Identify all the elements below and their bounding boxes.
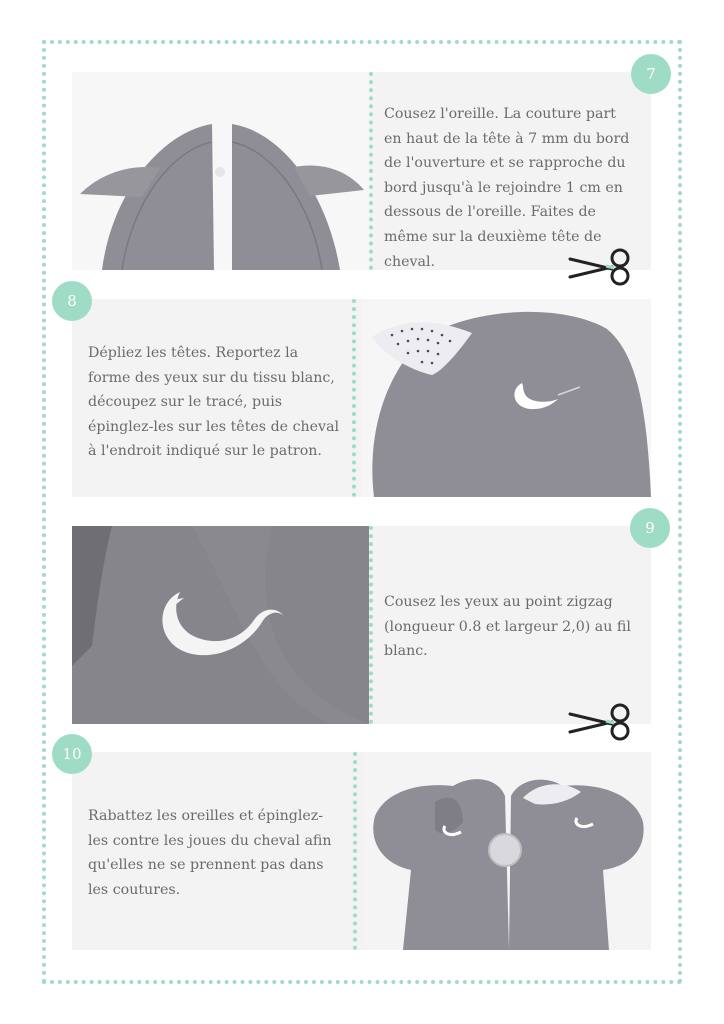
step-8-badge: 8 <box>52 281 92 321</box>
step-10-photo <box>363 752 651 950</box>
step-7-panel <box>72 72 651 270</box>
step-9-divider <box>369 526 373 724</box>
step-9-photo <box>72 526 369 724</box>
step-10-badge: 10 <box>52 734 92 774</box>
step-7-text: Cousez l'oreille. La couture part en haut de la tête à 7 mm du bord de l'ouverture et se rapproche du bord jusqu'à le rejoindre 1 cm en dessous de l'oreille. Faites de même sur la deuxième tête de cheval. <box>384 106 630 270</box>
step-8-photo <box>362 299 651 497</box>
step-9-panel <box>72 526 651 724</box>
step-10-text: Rabattez les oreilles et épinglez-les contre les joues du cheval afin qu'elles ne se prennent pas dans les coutures. <box>88 808 332 898</box>
step-10-panel <box>72 752 651 950</box>
step-10-divider <box>353 752 357 950</box>
scissors-icon <box>568 247 634 287</box>
step-9-text: Cousez les yeux au point zigzag (longueur 0.8 et largeur 2,0) au fil blanc. <box>384 594 631 660</box>
step-8-text: Dépliez les têtes. Reportez la forme des yeux sur du tissu blanc, découpez sur le tracé, puis épinglez-les sur les têtes de cheval à l'endroit indiqué sur le patron. <box>88 345 340 460</box>
step-7-photo <box>72 72 369 270</box>
scissors-icon <box>568 702 634 742</box>
step-7-divider <box>369 72 373 270</box>
step-8-divider <box>352 299 356 497</box>
step-7-badge: 7 <box>631 54 671 94</box>
step-9-badge: 9 <box>630 508 670 548</box>
step-8-panel <box>72 299 651 497</box>
